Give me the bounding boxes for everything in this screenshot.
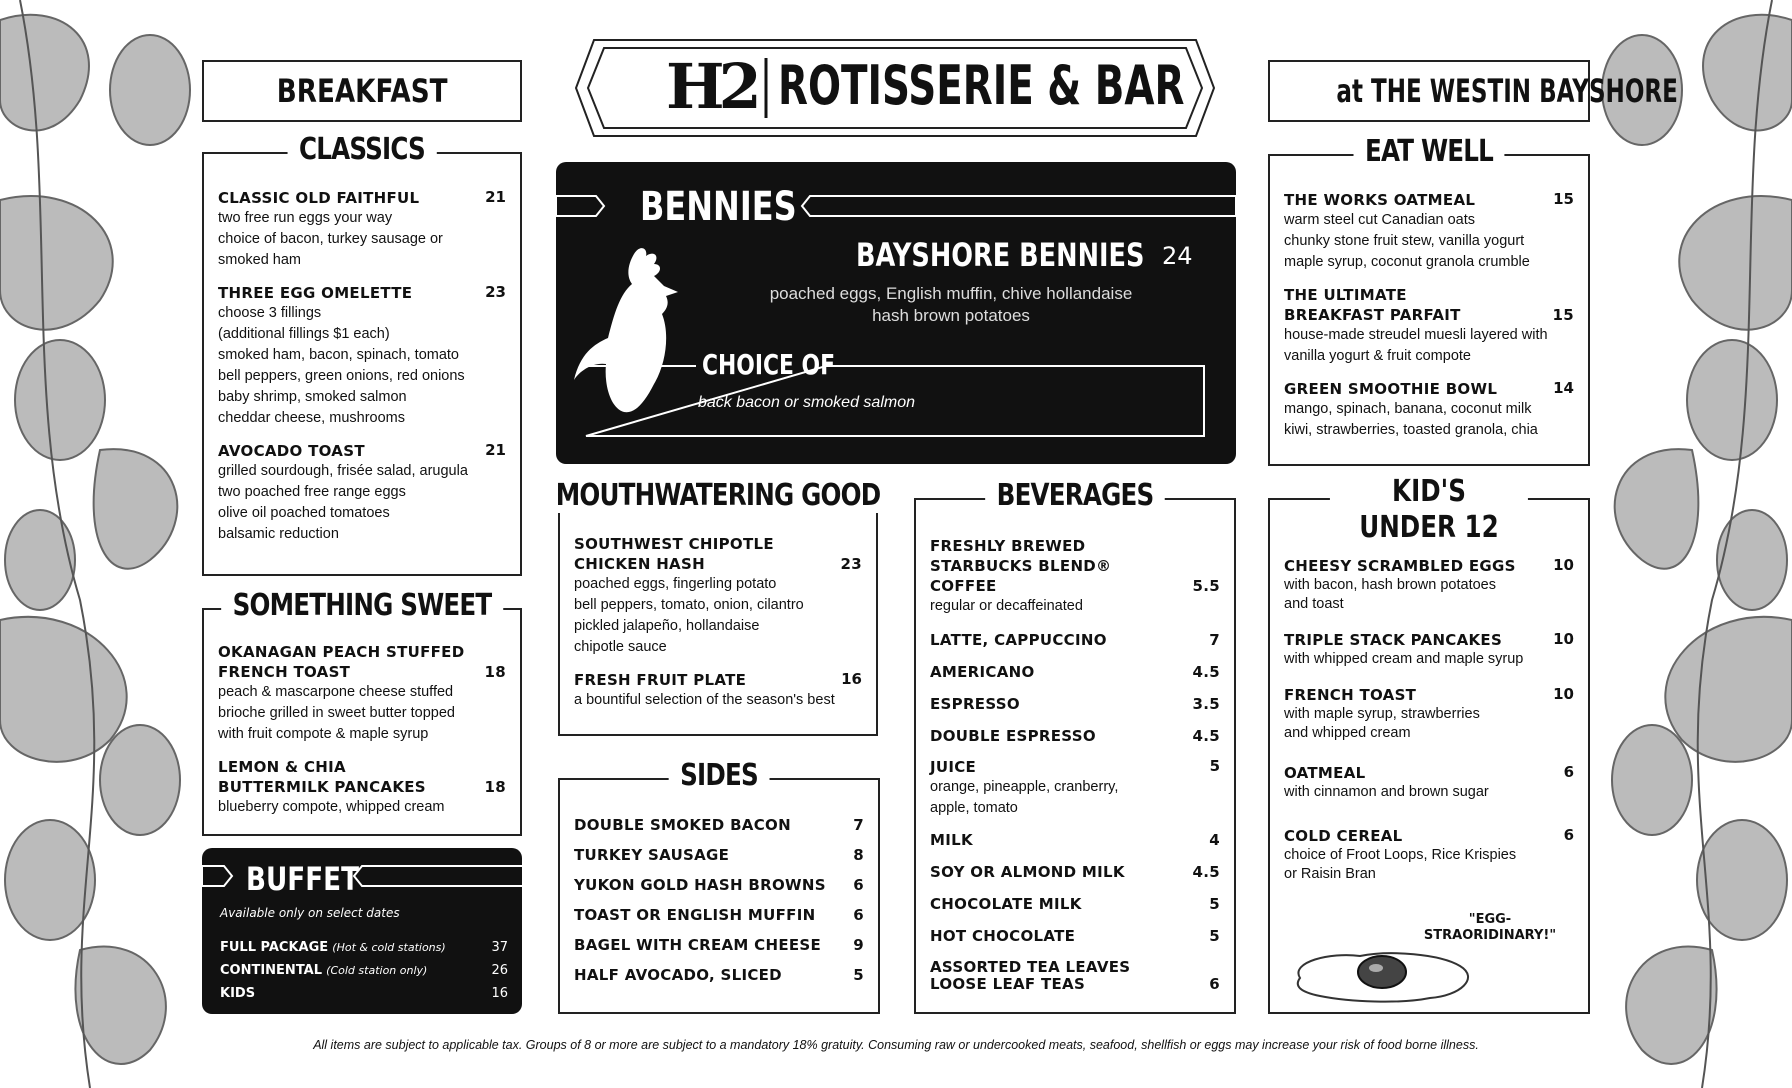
item-desc: with maple syrup, strawberries xyxy=(1284,706,1480,722)
item-desc: warm steel cut Canadian oats xyxy=(1284,212,1476,228)
menu-item xyxy=(574,670,862,711)
hops-illustration-right xyxy=(1592,0,1792,1088)
egg-quote: "EGG- STRAORIDINARY!" xyxy=(1423,912,1557,943)
sweet-title: SOMETHING SWEET xyxy=(221,588,503,623)
beverage-item: AMERICANO 4.5 xyxy=(930,663,1220,681)
buffet-row: KIDS 16 xyxy=(220,986,508,1001)
item-desc: choose 3 fillings xyxy=(218,305,322,321)
kids-title: KID'S UNDER 12 xyxy=(1330,474,1528,546)
item-desc: and toast xyxy=(1284,596,1344,612)
item-name: GREEN SMOOTHIE BOWL xyxy=(1284,380,1498,398)
item-name-line2: STARBUCKS BLEND® COFFEE 5.5 xyxy=(930,557,1220,595)
item-desc: mango, spinach, banana, coconut milk xyxy=(1284,401,1532,417)
buffet-row: CONTINENTAL (Cold station only) 26 xyxy=(220,963,508,978)
item-name-line2: BUTTERMILK PANCAKES 18 xyxy=(218,778,506,796)
item-price: 23 xyxy=(840,555,862,573)
item-desc: smoked ham, bacon, spinach, tomato xyxy=(218,347,459,363)
item-desc: pickled jalapeño, hollandaise xyxy=(574,618,760,634)
kids-section xyxy=(1268,474,1590,1014)
menu-item xyxy=(1284,285,1574,367)
item-desc: choice of Froot Loops, Rice Krispies xyxy=(1284,847,1517,863)
menu-item xyxy=(1284,556,1574,614)
side-item: TOAST OR ENGLISH MUFFIN 6 xyxy=(574,906,864,924)
item-name: THE ULTIMATE xyxy=(1284,286,1407,304)
beverage-item: SOY OR ALMOND MILK 4.5 xyxy=(930,863,1220,881)
item-desc: brioche grilled in sweet butter topped xyxy=(218,705,455,721)
item-name-line2: LOOSE LEAF TEAS 6 xyxy=(930,975,1220,993)
item-desc: two poached free range eggs xyxy=(218,484,406,500)
item-name: CHEESY SCRAMBLED EGGS xyxy=(1284,557,1516,575)
menu-item xyxy=(218,642,506,745)
item-price: 15 xyxy=(1553,190,1574,208)
menu-item xyxy=(218,441,506,545)
menu-item xyxy=(1284,190,1574,273)
bennies-desc: poached eggs, English muffin, chive hollandaise xyxy=(769,284,1133,303)
side-item: DOUBLE SMOKED BACON 7 xyxy=(574,816,864,834)
item-desc: blueberry compote, whipped cream xyxy=(218,799,445,815)
breakfast-header: BREAKFAST xyxy=(202,60,522,122)
menu-item xyxy=(1284,379,1574,441)
bennies-item-name: BAYSHORE BENNIES xyxy=(856,236,1145,274)
item-desc: grilled sourdough, frisée salad, arugula xyxy=(218,463,468,479)
item-name: COLD CEREAL xyxy=(1284,827,1403,845)
item-price: 10 xyxy=(1553,630,1574,648)
item-price: 6 xyxy=(1563,763,1574,781)
item-price: 10 xyxy=(1553,685,1574,703)
beverage-item xyxy=(930,536,1220,617)
menu-item xyxy=(1284,685,1574,743)
item-desc: (additional fillings $1 each) xyxy=(218,326,390,342)
menu-item xyxy=(218,283,506,429)
item-name: ASSORTED TEA LEAVES xyxy=(930,958,1131,976)
beverage-item xyxy=(930,959,1220,993)
item-desc: regular or decaffeinated xyxy=(930,598,1083,614)
beverages-title: BEVERAGES xyxy=(985,478,1165,513)
bennies-price: 24 xyxy=(1162,242,1193,270)
mouthwatering-section xyxy=(555,478,881,736)
item-desc: chipotle sauce xyxy=(574,639,667,655)
fried-egg-icon xyxy=(1290,948,1480,1004)
buffet-section xyxy=(202,848,522,1014)
beverages-section xyxy=(914,478,1236,1014)
item-name: CLASSIC OLD FAITHFUL xyxy=(218,189,420,207)
item-desc: vanilla yogurt & fruit compote xyxy=(1284,348,1471,364)
menu-item xyxy=(1284,630,1574,669)
item-name: THE WORKS OATMEAL xyxy=(1284,191,1476,209)
buffet-note: Available only on select dates xyxy=(220,906,400,920)
item-name: OKANAGAN PEACH STUFFED xyxy=(218,643,465,661)
item-desc: balsamic reduction xyxy=(218,526,339,542)
item-desc: with bacon, hash brown potatoes xyxy=(1284,577,1496,593)
item-desc: a bountiful selection of the season's best xyxy=(574,692,835,708)
hops-illustration-left xyxy=(0,0,200,1088)
item-desc: cheddar cheese, mushrooms xyxy=(218,410,405,426)
item-desc: poached eggs, fingerling potato xyxy=(574,576,777,592)
eat-well-section xyxy=(1268,134,1590,466)
item-desc: with whipped cream and maple syrup xyxy=(1284,651,1524,667)
restaurant-name: ROTISSERIE & BAR xyxy=(778,54,1185,117)
item-price: 23 xyxy=(485,283,506,301)
something-sweet-section xyxy=(202,588,522,836)
footer-disclaimer: All items are subject to applicable tax. Groups of 8 or more are subject to a mandatory 18% gratuity. Consuming raw or undercooked meats, seafood, shellfish or eggs may increase your risk of food borne illness. xyxy=(313,1038,1479,1052)
beverage-item: ESPRESSO 3.5 xyxy=(930,695,1220,713)
bennies-title: BENNIES xyxy=(640,184,797,230)
item-desc: smoked ham xyxy=(218,252,302,268)
item-desc: olive oil poached tomatoes xyxy=(218,505,390,521)
sides-section xyxy=(558,758,880,1014)
menu-item xyxy=(218,757,506,818)
bennies-section xyxy=(556,162,1236,464)
item-price: 16 xyxy=(841,670,862,688)
item-desc: apple, tomato xyxy=(930,800,1018,816)
item-name: FRESHLY BREWED xyxy=(930,537,1086,555)
side-item: YUKON GOLD HASH BROWNS 6 xyxy=(574,876,864,894)
beverage-item: LATTE, CAPPUCCINO 7 xyxy=(930,631,1220,649)
item-name: SOUTHWEST CHIPOTLE xyxy=(574,535,774,553)
item-name: LEMON & CHIA xyxy=(218,758,346,776)
eat-well-title: EAT WELL xyxy=(1354,134,1505,169)
item-name: AVOCADO TOAST xyxy=(218,442,365,460)
item-price: 5 xyxy=(1209,757,1220,775)
buffet-title: BUFFET xyxy=(246,860,359,898)
menu-item xyxy=(574,534,862,658)
item-name: THREE EGG OMELETTE xyxy=(218,284,413,302)
side-item: BAGEL WITH CREAM CHEESE 9 xyxy=(574,936,864,954)
item-price: 5.5 xyxy=(1192,577,1220,595)
item-desc: peach & mascarpone cheese stuffed xyxy=(218,684,454,700)
item-name: OATMEAL xyxy=(1284,764,1366,782)
menu-item xyxy=(1284,826,1574,884)
mouthwatering-title: MOUTHWATERING GOOD xyxy=(544,478,892,513)
item-desc: chunky stone fruit stew, vanilla yogurt xyxy=(1284,233,1525,249)
classics-section xyxy=(202,132,522,576)
item-price: 21 xyxy=(485,188,506,206)
classics-title: CLASSICS xyxy=(288,132,437,167)
menu-item xyxy=(1284,763,1574,802)
item-desc: baby shrimp, smoked salmon xyxy=(218,389,407,405)
choice-text: back bacon or smoked salmon xyxy=(698,394,915,411)
location-header: at THE WESTIN BAYSHORE xyxy=(1268,60,1590,122)
title-banner xyxy=(574,36,1216,140)
item-price: 6 xyxy=(1563,826,1574,844)
item-desc: and whipped cream xyxy=(1284,725,1411,741)
side-item: HALF AVOCADO, SLICED 5 xyxy=(574,966,864,984)
bennies-desc: hash brown potatoes xyxy=(872,306,1030,325)
side-item: TURKEY SAUSAGE 8 xyxy=(574,846,864,864)
item-desc: bell peppers, tomato, onion, cilantro xyxy=(574,597,804,613)
item-name-line2: BREAKFAST PARFAIT 15 xyxy=(1284,306,1574,324)
sides-title: SIDES xyxy=(669,758,770,793)
item-name: FRESH FRUIT PLATE xyxy=(574,671,747,689)
item-name: TRIPLE STACK PANCAKES xyxy=(1284,631,1503,649)
beverage-item: MILK 4 xyxy=(930,831,1220,849)
item-name: FRENCH TOAST xyxy=(1284,686,1417,704)
item-desc: with cinnamon and brown sugar xyxy=(1284,784,1489,800)
item-desc: house-made streudel muesli layered with xyxy=(1284,327,1548,343)
item-name-line2: FRENCH TOAST 18 xyxy=(218,663,506,681)
item-price: 18 xyxy=(484,778,506,796)
item-desc: with fruit compote & maple syrup xyxy=(218,726,429,742)
item-desc: two free run eggs your way xyxy=(218,210,393,226)
buffet-rows xyxy=(220,936,508,1005)
beverage-item: DOUBLE ESPRESSO 4.5 xyxy=(930,727,1220,745)
item-price: 14 xyxy=(1553,379,1574,397)
item-price: 21 xyxy=(485,441,506,459)
buffet-row: FULL PACKAGE (Hot & cold stations) 37 xyxy=(220,940,508,955)
item-name-line2: CHICKEN HASH 23 xyxy=(574,555,862,573)
choice-title: CHOICE OF xyxy=(702,348,836,381)
h2-logo: H2 xyxy=(666,50,756,123)
item-desc: orange, pineapple, cranberry, xyxy=(930,779,1119,795)
item-desc: kiwi, strawberries, toasted granola, chia xyxy=(1284,422,1538,438)
menu-item xyxy=(218,188,506,271)
item-price: 15 xyxy=(1552,306,1574,324)
beverage-item xyxy=(930,757,1220,819)
item-desc: bell peppers, green onions, red onions xyxy=(218,368,465,384)
item-price: 10 xyxy=(1553,556,1574,574)
item-desc: maple syrup, coconut granola crumble xyxy=(1284,254,1530,270)
beverage-item: CHOCOLATE MILK 5 xyxy=(930,895,1220,913)
beverage-item: HOT CHOCOLATE 5 xyxy=(930,927,1220,945)
item-desc: choice of bacon, turkey sausage or xyxy=(218,231,443,247)
item-price: 6 xyxy=(1209,975,1220,993)
rooster-icon xyxy=(574,244,684,414)
item-name: JUICE xyxy=(930,758,977,776)
item-price: 18 xyxy=(484,663,506,681)
item-desc: or Raisin Bran xyxy=(1284,866,1376,882)
